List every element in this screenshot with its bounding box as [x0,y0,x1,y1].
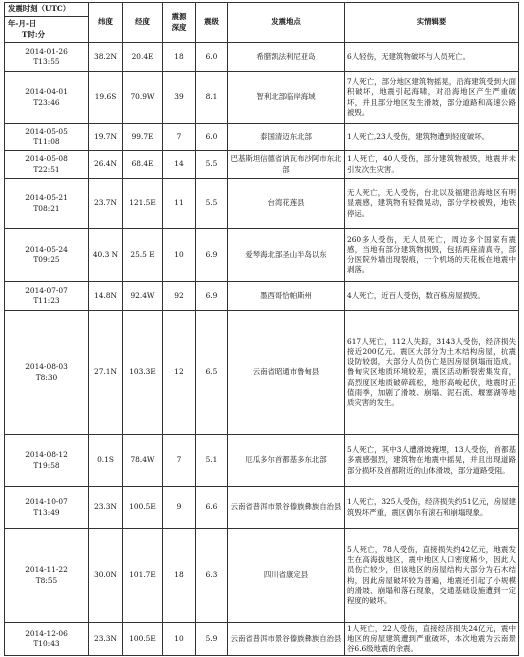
row-summary [345,435,519,487]
longitude-value: 68.4E [131,159,154,169]
summary-text: 5人死亡，其中3人遭滑坡掩埋，13人受伤，首都基多震感强烈，建筑物在地震中摇晃，并且出现道路部分损坏及首都附近的山体滑坡，部分道路受阻。 [347,445,516,475]
table-row [5,311,519,435]
row-longitude [123,487,163,529]
longitude-value: 99.7E [131,131,154,141]
row-location [228,229,345,282]
row-longitude [123,179,163,229]
row-location [228,124,345,151]
row-date: 2014-01-26 [25,46,68,56]
row-depth [163,311,196,435]
row-date: 2014-05-21 [25,193,68,203]
row-latitude [89,282,123,311]
row-date: 2014-11-22 [25,565,68,575]
magnitude-value: 6.9 [205,249,218,259]
summary-text: 1人死亡，22人受伤，直接经济损失24亿元，震中地区的房屋建筑遭到严重破坏，本次地震为云南景谷6.6级地震的余震。 [347,623,516,654]
row-datetime [5,623,89,656]
summary-text: 5人死亡，78人受伤，直接损失约42亿元，地震发生在高海拔地区，震中地区人口密度稀少，因此人员伤亡较少，但该地区的房屋结构大部分为石木结构，因此房屋破坏较为普遍，地震还引起了小规模的滑坡、崩塌和落石现象，交通基础设施遭到一定程度的破坏。 [347,544,516,605]
row-datetime [5,72,89,124]
row-time: T11:08 [33,137,60,146]
magnitude-value: 6.0 [205,51,218,61]
row-depth [163,43,196,72]
depth-value: 14 [174,159,184,169]
row-depth [163,179,196,229]
row-latitude [89,124,123,151]
row-date: 2014-08-12 [25,450,68,460]
row-datetime [5,282,89,311]
row-datetime [5,43,89,72]
row-date: 2014-08-03 [25,362,68,372]
longitude-value: 92.4W [130,290,155,300]
table-row [5,179,519,229]
location-text: 云南省昭通市鲁甸县 [252,367,320,377]
depth-value: 10 [174,633,184,643]
row-date: 2014-05-05 [25,126,68,136]
row-date: 2014-05-24 [25,244,68,254]
earthquake-table [4,2,519,656]
row-time: T8:30 [35,372,58,382]
row-location [228,311,345,435]
latitude-value: 38.2N [94,51,117,61]
row-datetime [5,487,89,529]
depth-value: 7 [176,455,182,465]
longitude-value: 20.4E [131,51,154,61]
summary-text: 1人死亡,23人受伤，建筑物遭到轻度破坏。 [347,131,490,141]
table-row [5,229,519,282]
depth-value: 10 [174,249,184,259]
header-latitude: 纬度 [89,3,123,43]
location-text: 智利北部临岸海域 [256,92,316,102]
summary-text: 6人轻伤，无建筑物破坏与人员死亡。 [347,51,470,61]
summary-text: 7人死亡，部分地区建筑物摇晃，沿海建筑受到大面积破坏，地震引起海啸，对沿海地区产生严重破坏，并且部分地区发生滑坡，部分道路和高速公路被毁。 [347,77,516,117]
location-text: 台湾花莲县 [267,198,305,208]
row-latitude [89,151,123,179]
latitude-value: 19.6S [94,92,117,102]
longitude-value: 100.5E [129,502,156,512]
longitude-value: 100.5E [129,633,156,643]
row-time: T22:51 [33,164,60,174]
latitude-value: 40.3 N [92,249,119,259]
row-longitude [123,435,163,487]
row-summary [345,487,519,529]
row-magnitude [196,72,228,124]
row-time: T13:55 [33,57,60,66]
location-text: 泰国清迈东北部 [260,131,312,141]
latitude-value: 19.7N [94,131,117,141]
location-text: 厄瓜多尔首都基多东北部 [245,455,327,465]
magnitude-value: 5.5 [205,198,218,208]
summary-text: 4人死亡，近百人受伤，数百栋房屋损毁。 [347,290,485,300]
row-magnitude [196,282,228,311]
magnitude-value: 5.5 [205,159,218,169]
row-summary [345,529,519,623]
row-time: T19:58 [33,460,60,470]
row-location [228,623,345,656]
row-magnitude [196,151,228,179]
row-summary [345,179,519,229]
table-body [5,43,519,656]
row-summary [345,229,519,282]
location-text: 四川省康定县 [263,570,309,580]
row-depth [163,487,196,529]
header-longitude: 经度 [123,3,163,43]
row-latitude [89,435,123,487]
row-datetime [5,179,89,229]
row-latitude [89,72,123,124]
row-longitude [123,124,163,151]
row-time: T10:43 [33,639,60,648]
table-row [5,124,519,151]
header-depth: 震源深度 [163,3,196,43]
row-depth [163,229,196,282]
row-magnitude [196,623,228,656]
longitude-value: 78.4W [130,455,155,465]
table-row [5,529,519,623]
row-latitude [89,623,123,656]
summary-text: 1人死亡，325人受伤，经济损失约51亿元，房屋建筑毁坏严重，震区偶尔有滚石和崩塌现象。 [347,497,516,517]
depth-value: 7 [176,131,182,141]
row-date: 2014-10-07 [25,497,68,507]
latitude-value: 23.7N [94,198,117,208]
magnitude-value: 6.5 [205,367,218,377]
depth-value: 12 [174,367,184,377]
magnitude-value: 6.9 [205,290,218,300]
summary-text: 无人死亡，无人受伤，台北以及福建沿海地区有明显震感，建筑物有轻微晃动，部分学校被毁，地铁停运。 [347,188,516,218]
row-location [228,529,345,623]
latitude-value: 30.0N [94,570,117,580]
row-longitude [123,311,163,435]
location-text: 爱琴海北部圣山半岛以东 [245,249,327,259]
summary-text: 617人死亡，112人失踪，3143人受伤，经济损失接近200亿元。震区大部分为土木结构房屋，抗震设防较弱，大部分人员伤亡是因房屋倒塌而造成。鲁甸灾区地质环境较差，震区活动断裂密集发育，高烈度区地质破碎疏松，地形高峻起伏，地震时正值雨季，加剧了滑坡、崩塌、泥石流、堰塞湖等地质灾害的发生。 [347,336,516,407]
location-text: 墨西哥恰帕斯州 [260,290,312,300]
row-longitude [123,43,163,72]
row-location [228,487,345,529]
row-time: T11:23 [33,296,60,305]
magnitude-value: 5.1 [205,455,218,465]
latitude-value: 27.1N [94,367,117,377]
row-summary [345,124,519,151]
row-magnitude [196,311,228,435]
table-row [5,151,519,179]
table-row [5,435,519,487]
row-location [228,43,345,72]
row-magnitude [196,43,228,72]
row-datetime [5,229,89,282]
row-summary [345,151,519,179]
row-summary [345,282,519,311]
row-datetime [5,151,89,179]
row-longitude [123,72,163,124]
row-date: 2014-07-07 [25,285,68,295]
depth-value: 92 [174,290,184,300]
row-time: T13:49 [33,507,60,517]
longitude-value: 25.5 E [130,249,155,259]
table-row [5,623,519,656]
depth-value: 18 [174,51,184,61]
header-date-format: 年-月-日 [8,19,37,29]
header-time: 发震时刻（UTC） [5,3,89,17]
latitude-value: 23.3N [94,633,117,643]
row-magnitude [196,124,228,151]
row-datetime [5,311,89,435]
longitude-value: 103.3E [129,367,156,377]
row-longitude [123,282,163,311]
row-location [228,179,345,229]
row-longitude [123,151,163,179]
row-datetime [5,124,89,151]
row-depth [163,151,196,179]
summary-text: 260多人受伤，无人员死亡，周边多个国家有震感，当地有部分建筑物损毁，包括两座清真寺，部分医院外墙出现裂痕，一个机场的天花板在地震中剥落。 [347,234,516,275]
row-depth [163,282,196,311]
depth-value: 11 [174,198,184,208]
row-location [228,72,345,124]
row-location [228,151,345,179]
row-depth [163,529,196,623]
header-time-format: T时:分 [22,29,46,39]
table-row [5,282,519,311]
row-latitude [89,529,123,623]
row-longitude [123,229,163,282]
latitude-value: 23.3N [94,502,117,512]
row-latitude [89,487,123,529]
longitude-value: 121.5E [129,198,156,208]
magnitude-value: 8.1 [205,92,218,102]
row-date: 2014-05-08 [25,154,68,164]
row-magnitude [196,435,228,487]
location-text: 希腊凯法利尼亚岛 [256,51,316,61]
row-summary [345,623,519,656]
latitude-value: 14.8N [94,290,117,300]
row-datetime [5,529,89,623]
table-row [5,43,519,72]
depth-value: 39 [174,92,184,102]
table-row [5,72,519,124]
row-latitude [89,229,123,282]
row-date: 2014-12-06 [25,628,68,638]
row-magnitude [196,179,228,229]
depth-value: 18 [174,570,184,580]
latitude-value: 26.4N [94,159,117,169]
row-summary [345,72,519,124]
magnitude-value: 6.6 [205,502,218,512]
latitude-value: 0.1S [97,455,114,465]
magnitude-value: 5.9 [205,633,218,643]
header-location: 发震地点 [228,3,345,43]
row-location [228,435,345,487]
magnitude-value: 6.3 [205,570,218,580]
longitude-value: 101.7E [129,570,156,580]
header-time-sub [5,17,89,43]
row-depth [163,623,196,656]
row-magnitude [196,229,228,282]
location-text: 云南省普洱市景谷傣族彝族自治县 [230,633,342,643]
row-depth [163,72,196,124]
row-summary [345,311,519,435]
row-time: T08:21 [33,203,60,213]
row-time: T23:46 [33,97,60,107]
table-row [5,487,519,529]
row-time: T8:55 [35,575,58,585]
row-summary [345,43,519,72]
row-longitude [123,529,163,623]
location-text: 巴基斯坦信德省讷瓦布沙阿市东北部 [230,154,342,174]
row-magnitude [196,529,228,623]
depth-value: 9 [176,502,182,512]
header-magnitude: 震级 [196,3,228,43]
row-latitude [89,179,123,229]
row-latitude [89,311,123,435]
row-depth [163,435,196,487]
row-latitude [89,43,123,72]
row-datetime [5,435,89,487]
row-longitude [123,623,163,656]
longitude-value: 70.9W [130,92,155,102]
row-time: T09:25 [33,255,60,264]
row-location [228,282,345,311]
summary-text: 1人死亡，40人受伤，部分建筑物被毁，地震并未引发次生灾害。 [347,154,516,174]
row-magnitude [196,487,228,529]
header-summary: 实情辑要 [345,3,519,43]
location-text: 云南省普洱市景谷傣族彝族自治县 [230,502,342,512]
row-depth [163,124,196,151]
magnitude-value: 6.0 [205,131,218,141]
row-date: 2014-04-01 [25,87,68,97]
